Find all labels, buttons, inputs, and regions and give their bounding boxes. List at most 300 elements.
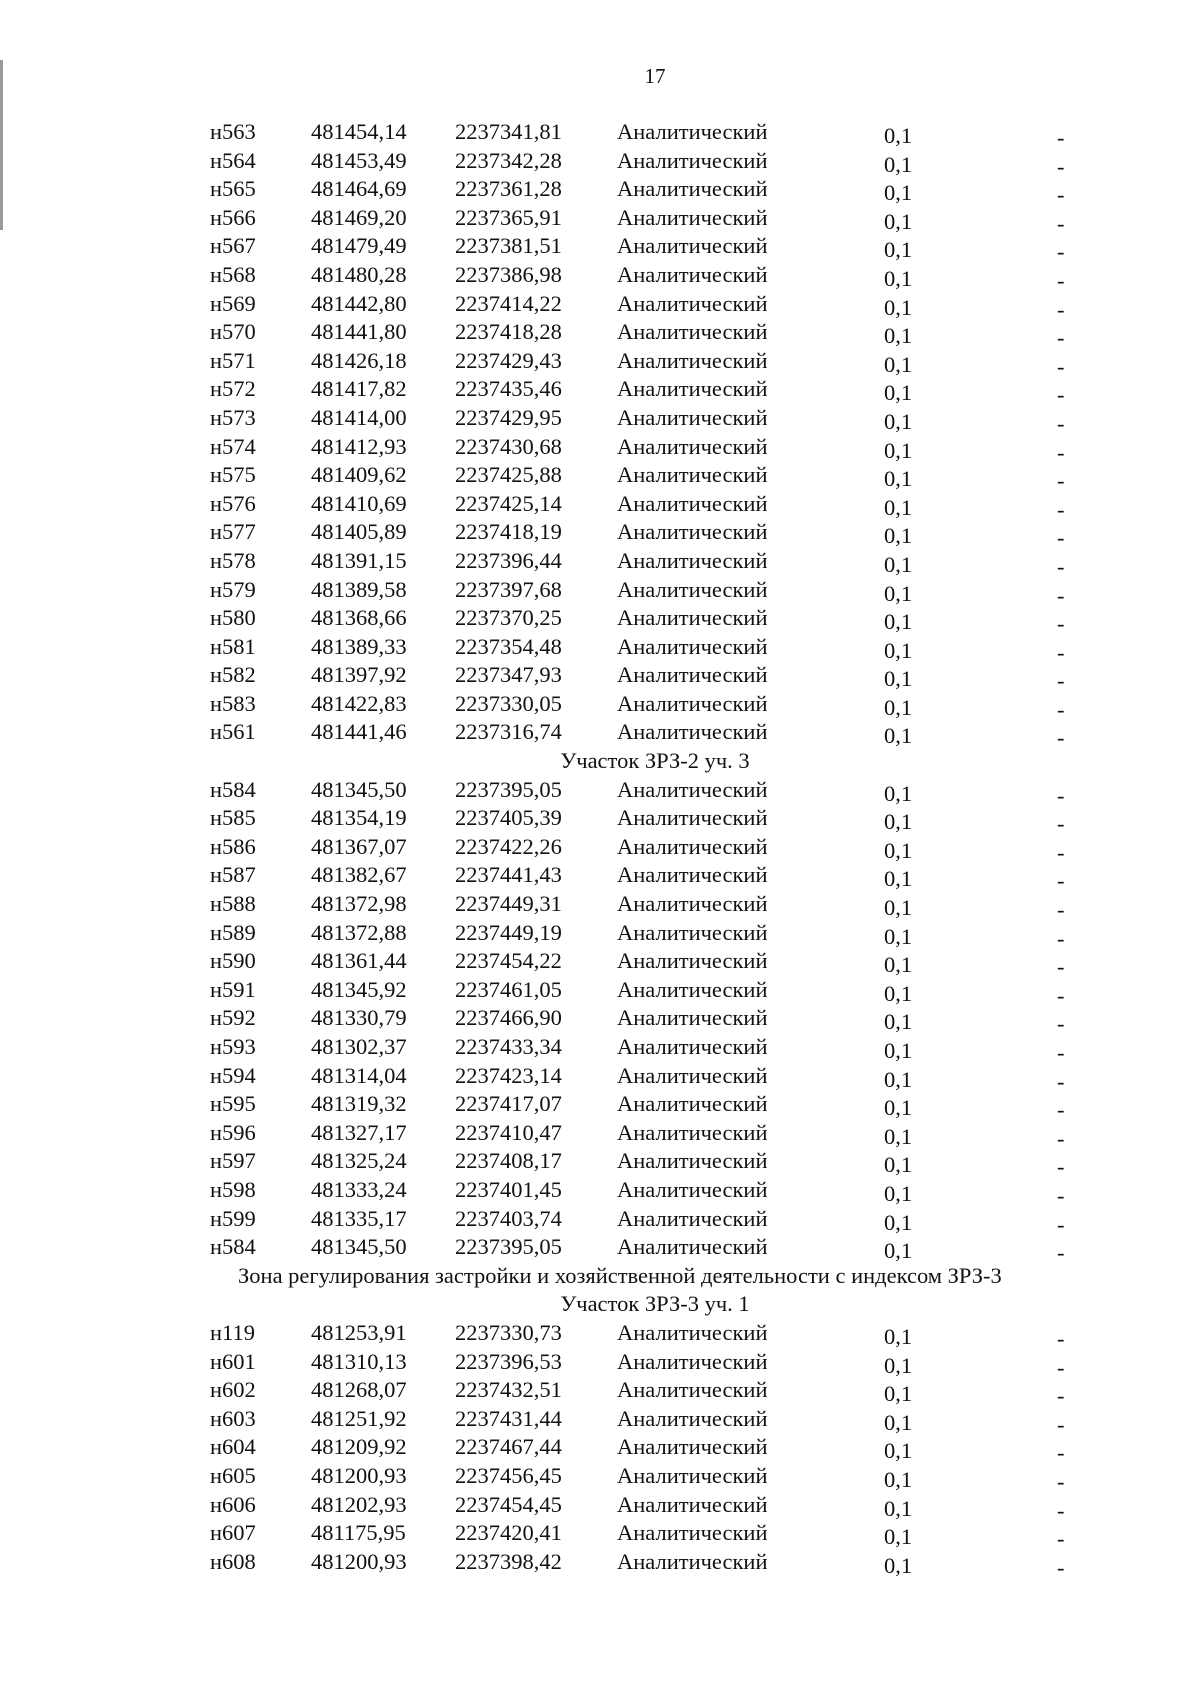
cell-accuracy: 0,1: [884, 1352, 913, 1378]
cell-point-id: н608: [210, 1548, 256, 1574]
cell-coord-y: 2237449,19: [455, 919, 562, 945]
table-row: [0, 661, 1200, 694]
cell-coord-x: 481442,80: [311, 290, 407, 316]
cell-point-id: н584: [210, 776, 256, 802]
cell-coord-x: 481310,13: [311, 1348, 407, 1374]
cell-note-dash: -: [1057, 210, 1065, 236]
cell-coord-x: 481441,46: [311, 719, 407, 745]
table-row: [0, 1119, 1200, 1151]
table-row: [0, 576, 1200, 608]
cell-point-id: н569: [210, 290, 256, 316]
cell-method: Аналитический: [617, 576, 768, 602]
cell-point-id: н599: [210, 1205, 256, 1231]
table-row: [0, 118, 1200, 150]
table-row: [0, 261, 1200, 293]
cell-coord-y: 2237418,19: [455, 519, 562, 545]
cell-note-dash: -: [1057, 839, 1065, 865]
cell-coord-y: 2237449,31: [455, 891, 562, 917]
cell-coord-y: 2237461,05: [455, 976, 562, 1002]
cell-point-id: н589: [210, 919, 256, 945]
cell-method: Аналитический: [617, 462, 768, 488]
cell-coord-y: 2237454,45: [455, 1491, 562, 1517]
cell-coord-x: 481479,49: [311, 233, 407, 259]
cell-method: Аналитический: [617, 1176, 768, 1202]
cell-accuracy: 0,1: [884, 151, 913, 177]
table-row: [0, 1033, 1200, 1065]
cell-note-dash: -: [1057, 1097, 1065, 1123]
cell-note-dash: -: [1057, 811, 1065, 837]
cell-point-id: н593: [210, 1034, 256, 1059]
table-row: [0, 604, 1200, 637]
cell-method: Аналитический: [617, 204, 768, 230]
cell-method: Аналитический: [617, 347, 768, 373]
cell-accuracy: 0,1: [884, 180, 913, 206]
cell-method: Аналитический: [617, 490, 768, 516]
cell-coord-x: 481464,69: [311, 176, 407, 202]
table-row: [0, 1004, 1200, 1037]
cell-method: Аналитический: [617, 1205, 768, 1231]
cell-coord-y: 2237417,07: [455, 1091, 562, 1117]
table-row: [0, 833, 1200, 865]
cell-method: Аналитический: [617, 1148, 768, 1174]
cell-accuracy: 0,1: [884, 1495, 913, 1521]
cell-coord-y: 2237425,88: [455, 462, 562, 488]
cell-method: Аналитический: [617, 1091, 768, 1117]
cell-method: Аналитический: [617, 1462, 768, 1488]
cell-accuracy: 0,1: [884, 980, 913, 1006]
table-row: [0, 1405, 1200, 1437]
cell-coord-x: 481175,95: [311, 1520, 406, 1546]
cell-accuracy: 0,1: [884, 123, 913, 148]
cell-note-dash: -: [1057, 382, 1065, 408]
cell-coord-y: 2237422,26: [455, 833, 562, 859]
cell-coord-x: 481414,00: [311, 404, 407, 430]
cell-point-id: н604: [210, 1434, 256, 1460]
coordinates-table: [0, 118, 1200, 1580]
cell-coord-x: 481397,92: [311, 662, 407, 688]
cell-method: Аналитический: [617, 119, 768, 144]
cell-accuracy: 0,1: [884, 866, 913, 892]
cell-coord-y: 2237408,17: [455, 1148, 562, 1174]
cell-method: Аналитический: [617, 1034, 768, 1059]
cell-accuracy: 0,1: [884, 1038, 913, 1063]
cell-point-id: н575: [210, 462, 256, 488]
cell-accuracy: 0,1: [884, 323, 913, 349]
cell-accuracy: 0,1: [884, 580, 913, 606]
cell-accuracy: 0,1: [884, 408, 913, 434]
cell-coord-x: 481368,66: [311, 605, 407, 631]
cell-method: Аналитический: [617, 633, 768, 659]
cell-coord-y: 2237397,68: [455, 576, 562, 602]
cell-coord-y: 2237466,90: [455, 1005, 562, 1031]
table-row: [0, 1205, 1200, 1237]
cell-note-dash: -: [1057, 1325, 1065, 1351]
cell-point-id: н596: [210, 1119, 256, 1145]
cell-note-dash: -: [1057, 125, 1065, 150]
table-row: [0, 490, 1200, 522]
cell-accuracy: 0,1: [884, 494, 913, 520]
cell-point-id: н581: [210, 633, 256, 659]
cell-accuracy: 0,1: [884, 1552, 913, 1578]
cell-point-id: н566: [210, 204, 256, 230]
cell-point-id: н584: [210, 1234, 256, 1260]
cell-coord-x: 481251,92: [311, 1405, 407, 1431]
cell-note-dash: -: [1057, 582, 1065, 608]
cell-coord-y: 2237396,53: [455, 1348, 562, 1374]
cell-point-id: н588: [210, 891, 256, 917]
section-heading: [0, 747, 1200, 776]
table-row: [0, 861, 1200, 894]
cell-accuracy: 0,1: [884, 952, 913, 978]
cell-method: Аналитический: [617, 1005, 768, 1031]
cell-note-dash: -: [1057, 267, 1065, 293]
cell-accuracy: 0,1: [884, 351, 913, 377]
table-row: [0, 1319, 1200, 1351]
cell-method: Аналитический: [617, 261, 768, 287]
cell-point-id: н594: [210, 1062, 256, 1088]
table-row: [0, 1233, 1200, 1266]
cell-coord-y: 2237454,22: [455, 948, 562, 974]
cell-accuracy: 0,1: [884, 1524, 913, 1550]
cell-coord-y: 2237432,51: [455, 1377, 562, 1403]
cell-method: Аналитический: [617, 805, 768, 831]
cell-point-id: н576: [210, 490, 256, 516]
cell-coord-y: 2237395,05: [455, 776, 562, 802]
cell-note-dash: -: [1057, 925, 1065, 951]
cell-coord-y: 2237431,44: [455, 1405, 562, 1431]
cell-method: Аналитический: [617, 891, 768, 917]
cell-point-id: н586: [210, 833, 256, 859]
table-row: [0, 1376, 1200, 1409]
cell-accuracy: 0,1: [884, 1123, 913, 1149]
cell-accuracy: 0,1: [884, 723, 913, 749]
table-row: [0, 290, 1200, 322]
table-row: [0, 890, 1200, 923]
cell-coord-x: 481335,17: [311, 1205, 407, 1231]
cell-point-id: н564: [210, 147, 256, 173]
cell-coord-y: 2237401,45: [455, 1176, 562, 1202]
cell-coord-y: 2237418,28: [455, 319, 562, 345]
cell-coord-x: 481345,92: [311, 976, 407, 1002]
cell-coord-x: 481453,49: [311, 147, 407, 173]
cell-accuracy: 0,1: [884, 523, 913, 549]
cell-accuracy: 0,1: [884, 1152, 913, 1178]
cell-note-dash: -: [1057, 611, 1065, 637]
cell-coord-y: 2237395,05: [455, 1234, 562, 1260]
cell-method: Аналитический: [617, 948, 768, 974]
table-row: [0, 1090, 1200, 1123]
cell-note-dash: -: [1057, 153, 1065, 179]
cell-coord-y: 2237370,25: [455, 605, 562, 631]
cell-note-dash: -: [1057, 1526, 1065, 1552]
cell-coord-x: 481325,24: [311, 1148, 407, 1174]
cell-point-id: н574: [210, 433, 256, 459]
cell-coord-y: 2237435,46: [455, 376, 562, 402]
table-row: [0, 404, 1200, 436]
cell-point-id: н119: [210, 1319, 255, 1345]
cell-accuracy: 0,1: [884, 1438, 913, 1464]
cell-method: Аналитический: [617, 1377, 768, 1403]
cell-point-id: н567: [210, 233, 256, 259]
cell-note-dash: -: [1057, 1354, 1065, 1380]
cell-note-dash: -: [1057, 1383, 1065, 1409]
cell-point-id: н590: [210, 948, 256, 974]
cell-accuracy: 0,1: [884, 466, 913, 492]
cell-point-id: н580: [210, 605, 256, 631]
cell-method: Аналитический: [617, 862, 768, 888]
cell-point-id: н577: [210, 519, 256, 545]
cell-method: Аналитический: [617, 662, 768, 688]
cell-method: Аналитический: [617, 1319, 768, 1345]
table-row: [0, 147, 1200, 179]
cell-coord-y: 2237430,68: [455, 433, 562, 459]
cell-accuracy: 0,1: [884, 1409, 913, 1435]
heading-text: Участок ЗРЗ-2 уч. 3: [560, 748, 750, 774]
cell-point-id: н595: [210, 1091, 256, 1117]
cell-coord-y: 2237341,81: [455, 119, 562, 144]
cell-note-dash: -: [1057, 1125, 1065, 1151]
cell-coord-x: 481441,80: [311, 319, 407, 345]
cell-accuracy: 0,1: [884, 1066, 913, 1092]
cell-point-id: н601: [210, 1348, 256, 1374]
cell-method: Аналитический: [617, 519, 768, 545]
cell-note-dash: -: [1057, 1411, 1065, 1437]
cell-note-dash: -: [1057, 1440, 1065, 1466]
cell-coord-x: 481345,50: [311, 776, 407, 802]
cell-method: Аналитический: [617, 547, 768, 573]
cell-note-dash: -: [1057, 954, 1065, 980]
cell-method: Аналитический: [617, 147, 768, 173]
cell-accuracy: 0,1: [884, 1238, 913, 1264]
cell-coord-x: 481410,69: [311, 490, 407, 516]
table-row: [0, 1519, 1200, 1552]
cell-accuracy: 0,1: [884, 666, 913, 692]
cell-coord-x: 481422,83: [311, 690, 407, 716]
cell-point-id: н573: [210, 404, 256, 430]
cell-method: Аналитический: [617, 1119, 768, 1145]
cell-note-dash: -: [1057, 468, 1065, 494]
cell-coord-x: 481345,50: [311, 1234, 407, 1260]
page-number: 17: [644, 64, 666, 88]
cell-coord-y: 2237423,14: [455, 1062, 562, 1088]
cell-method: Аналитический: [617, 433, 768, 459]
cell-accuracy: 0,1: [884, 208, 913, 234]
cell-point-id: н579: [210, 576, 256, 602]
cell-coord-y: 2237441,43: [455, 862, 562, 888]
section-heading: [0, 1290, 1200, 1319]
cell-point-id: н602: [210, 1377, 256, 1403]
cell-coord-x: 481361,44: [311, 948, 407, 974]
cell-note-dash: -: [1057, 182, 1065, 208]
cell-note-dash: -: [1057, 1497, 1065, 1523]
cell-method: Аналитический: [617, 719, 768, 745]
table-row: [0, 976, 1200, 1008]
cell-coord-x: 481405,89: [311, 519, 407, 545]
cell-note-dash: -: [1057, 1554, 1065, 1580]
cell-coord-y: 2237405,39: [455, 805, 562, 831]
cell-accuracy: 0,1: [884, 1009, 913, 1035]
cell-note-dash: -: [1057, 725, 1065, 751]
cell-note-dash: -: [1057, 553, 1065, 579]
cell-point-id: н568: [210, 261, 256, 287]
cell-accuracy: 0,1: [884, 923, 913, 949]
table-row: [0, 1062, 1200, 1094]
cell-method: Аналитический: [617, 605, 768, 631]
cell-coord-x: 481454,14: [311, 119, 407, 144]
cell-coord-x: 481480,28: [311, 261, 407, 287]
table-row: [0, 547, 1200, 579]
cell-note-dash: -: [1057, 1468, 1065, 1494]
cell-coord-y: 2237403,74: [455, 1205, 562, 1231]
heading-text: Участок ЗРЗ-3 уч. 1: [560, 1291, 750, 1317]
cell-coord-y: 2237381,51: [455, 233, 562, 259]
cell-coord-x: 481372,98: [311, 891, 407, 917]
cell-coord-y: 2237386,98: [455, 261, 562, 287]
cell-coord-x: 481200,93: [311, 1548, 407, 1574]
cell-accuracy: 0,1: [884, 1095, 913, 1121]
cell-method: Аналитический: [617, 1520, 768, 1546]
cell-note-dash: -: [1057, 239, 1065, 265]
table-row: [0, 1176, 1200, 1208]
cell-point-id: н587: [210, 862, 256, 888]
cell-coord-y: 2237330,73: [455, 1319, 562, 1345]
table-row: [0, 1491, 1200, 1523]
cell-coord-x: 481469,20: [311, 204, 407, 230]
cell-method: Аналитический: [617, 690, 768, 716]
table-row: [0, 232, 1200, 265]
table-row: [0, 776, 1200, 808]
cell-accuracy: 0,1: [884, 895, 913, 921]
cell-coord-x: 481333,24: [311, 1176, 407, 1202]
cell-note-dash: -: [1057, 525, 1065, 551]
cell-note-dash: -: [1057, 1068, 1065, 1094]
cell-coord-y: 2237410,47: [455, 1119, 562, 1145]
cell-method: Аналитический: [617, 1062, 768, 1088]
cell-coord-x: 481253,91: [311, 1319, 407, 1345]
cell-accuracy: 0,1: [884, 265, 913, 291]
cell-coord-x: 481319,32: [311, 1091, 407, 1117]
cell-point-id: н592: [210, 1005, 256, 1031]
cell-point-id: н597: [210, 1148, 256, 1174]
cell-point-id: н561: [210, 719, 256, 745]
cell-note-dash: -: [1057, 296, 1065, 322]
cell-note-dash: -: [1057, 325, 1065, 351]
cell-coord-x: 481202,93: [311, 1491, 407, 1517]
cell-coord-x: 481268,07: [311, 1377, 407, 1403]
cell-note-dash: -: [1057, 410, 1065, 436]
cell-coord-x: 481372,88: [311, 919, 407, 945]
cell-note-dash: -: [1057, 782, 1065, 808]
cell-point-id: н571: [210, 347, 256, 373]
cell-note-dash: -: [1057, 1211, 1065, 1237]
cell-point-id: н606: [210, 1491, 256, 1517]
cell-coord-y: 2237361,28: [455, 176, 562, 202]
cell-note-dash: -: [1057, 353, 1065, 379]
cell-accuracy: 0,1: [884, 294, 913, 320]
heading-text: Зона регулирования застройки и хозяйственной деятельности с индексом ЗРЗ-3: [238, 1262, 1002, 1288]
cell-coord-x: 481409,62: [311, 462, 407, 488]
cell-coord-x: 481330,79: [311, 1005, 407, 1031]
cell-note-dash: -: [1057, 1240, 1065, 1266]
cell-note-dash: -: [1057, 1040, 1065, 1065]
cell-accuracy: 0,1: [884, 837, 913, 863]
cell-coord-x: 481412,93: [311, 433, 407, 459]
cell-coord-y: 2237398,42: [455, 1548, 562, 1574]
cell-coord-y: 2237429,43: [455, 347, 562, 373]
table-row: [0, 347, 1200, 379]
table-row: [0, 1147, 1200, 1180]
cell-coord-y: 2237342,28: [455, 147, 562, 173]
cell-coord-y: 2237354,48: [455, 633, 562, 659]
cell-accuracy: 0,1: [884, 637, 913, 663]
zone-heading: [0, 1262, 1200, 1291]
cell-accuracy: 0,1: [884, 551, 913, 577]
cell-point-id: н563: [210, 119, 256, 144]
cell-coord-y: 2237365,91: [455, 204, 562, 230]
cell-method: Аналитический: [617, 1434, 768, 1460]
table-row: [0, 718, 1200, 751]
cell-coord-y: 2237429,95: [455, 404, 562, 430]
cell-point-id: н607: [210, 1520, 256, 1546]
cell-method: Аналитический: [617, 1491, 768, 1517]
cell-coord-y: 2237433,34: [455, 1034, 562, 1059]
table-row: [0, 318, 1200, 351]
cell-method: Аналитический: [617, 776, 768, 802]
cell-coord-y: 2237414,22: [455, 290, 562, 316]
cell-method: Аналитический: [617, 1234, 768, 1260]
cell-method: Аналитический: [617, 176, 768, 202]
cell-coord-x: 481382,67: [311, 862, 407, 888]
cell-coord-x: 481354,19: [311, 805, 407, 831]
cell-method: Аналитический: [617, 833, 768, 859]
table-row: [0, 461, 1200, 494]
cell-accuracy: 0,1: [884, 437, 913, 463]
cell-note-dash: -: [1057, 668, 1065, 694]
cell-method: Аналитический: [617, 1548, 768, 1574]
cell-coord-y: 2237456,45: [455, 1462, 562, 1488]
cell-coord-x: 481367,07: [311, 833, 407, 859]
cell-note-dash: -: [1057, 696, 1065, 722]
cell-point-id: н565: [210, 176, 256, 202]
cell-accuracy: 0,1: [884, 694, 913, 720]
cell-method: Аналитический: [617, 919, 768, 945]
table-row: [0, 1433, 1200, 1466]
cell-coord-y: 2237467,44: [455, 1434, 562, 1460]
cell-point-id: н585: [210, 805, 256, 831]
cell-accuracy: 0,1: [884, 1209, 913, 1235]
cell-method: Аналитический: [617, 976, 768, 1002]
cell-point-id: н578: [210, 547, 256, 573]
cell-coord-x: 481426,18: [311, 347, 407, 373]
cell-point-id: н605: [210, 1462, 256, 1488]
cell-point-id: н598: [210, 1176, 256, 1202]
cell-point-id: н603: [210, 1405, 256, 1431]
cell-coord-x: 481327,17: [311, 1119, 407, 1145]
cell-accuracy: 0,1: [884, 1381, 913, 1407]
cell-coord-y: 2237425,14: [455, 490, 562, 516]
table-row: [0, 1548, 1200, 1580]
cell-coord-x: 481314,04: [311, 1062, 407, 1088]
cell-point-id: н570: [210, 319, 256, 345]
cell-coord-x: 481302,37: [311, 1034, 407, 1059]
cell-coord-x: 481209,92: [311, 1434, 407, 1460]
cell-coord-y: 2237396,44: [455, 547, 562, 573]
table-row: [0, 947, 1200, 980]
table-row: [0, 1348, 1200, 1380]
cell-method: Аналитический: [617, 290, 768, 316]
cell-note-dash: -: [1057, 1182, 1065, 1208]
cell-coord-x: 481200,93: [311, 1462, 407, 1488]
